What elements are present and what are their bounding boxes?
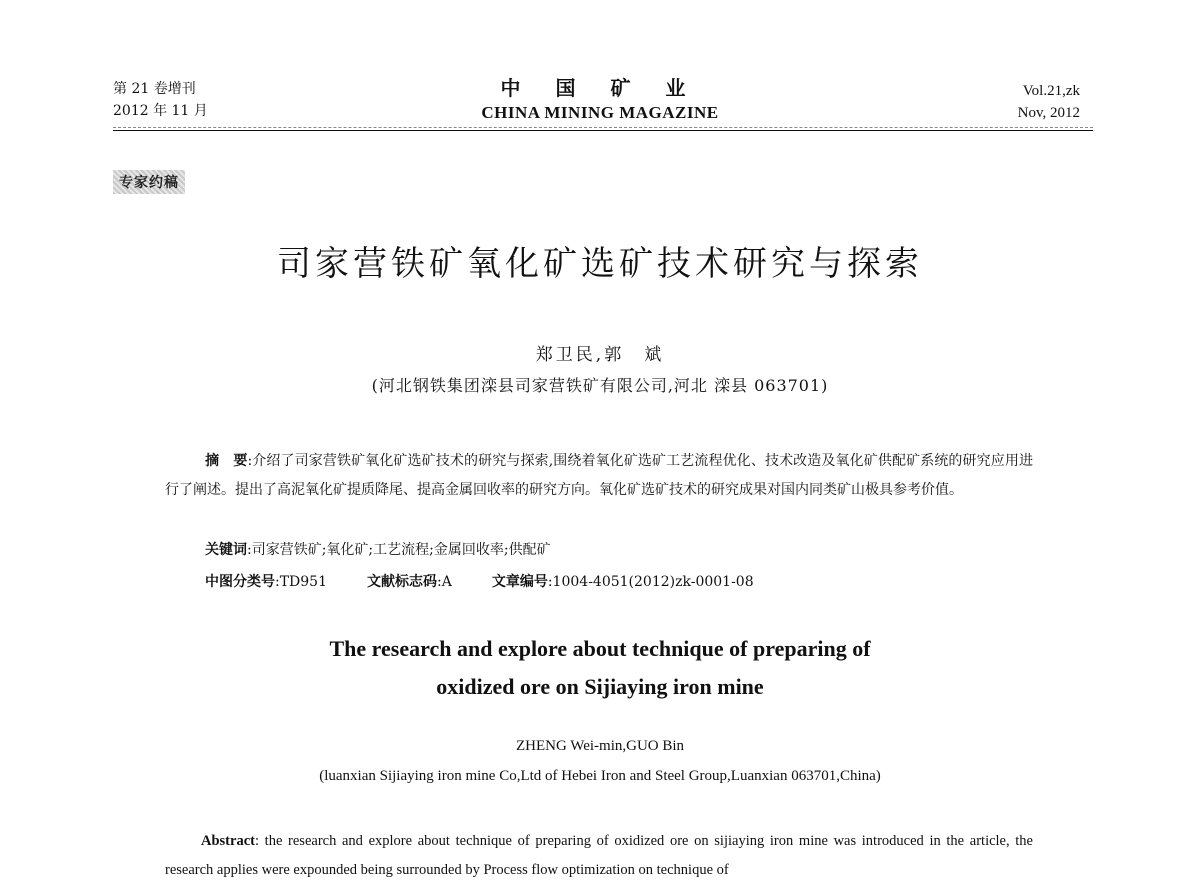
clc-value: :TD951: [275, 574, 328, 590]
header-divider: [113, 130, 1093, 131]
doc-code-value: :A: [437, 574, 452, 590]
article-number-value: :1004-4051(2012)zk-0001-08: [547, 574, 754, 590]
journal-masthead: [400, 74, 800, 124]
journal-name-cn: 中 国 矿 业: [500, 76, 700, 100]
volume-number: Vol.21,zk: [1022, 83, 1080, 99]
paper-title-en-line2: oxidized ore on Sijiaying iron mine: [436, 674, 764, 699]
keywords-text: :司家营铁矿;氧化矿;工艺流程;金属回收率;供配矿: [247, 542, 551, 558]
authors-en: ZHENG Wei-min,GUO Bin: [515, 738, 685, 754]
classification-line: [205, 572, 754, 592]
article-number-label: 文章编号: [491, 574, 548, 590]
issue-date: 2012 年 11 月: [113, 103, 208, 119]
abstract-en-label: Abstract: [201, 833, 255, 849]
affiliation-en: (luanxian Sijiaying iron mine Co,Ltd of Hebei Iron and Steel Group,Luanxian 063701,China): [319, 768, 881, 784]
column-tag: 专家约稿: [113, 170, 185, 194]
paper-title-en-line1: The research and explore about technique of preparing of: [329, 636, 871, 661]
abstract-en: [165, 827, 1033, 885]
header-divider-dashed: [113, 127, 1093, 128]
paper-title-en: [0, 630, 1200, 706]
keywords-label: 关键词: [205, 542, 247, 558]
abstract-cn-label: 摘 要: [205, 453, 248, 469]
affiliation-cn: (河北钢铁集团滦县司家营铁矿有限公司,河北 滦县 063701): [371, 376, 829, 395]
clc-label: 中图分类号: [205, 574, 275, 590]
volume-supplement: 第 21 卷增刊: [113, 81, 196, 97]
abstract-cn-text: :介绍了司家营铁矿氧化矿选矿技术的研究与探索,围绕着氧化矿选矿工艺流程优化、技术改造及氧化矿供配矿系统的研究应用进行了阐述。提出了高泥氧化矿提质降尾、提高金属回收率的研究方向。氧化矿选矿技术的研究成果对国内同类矿山极具参考价值。: [165, 453, 1034, 498]
abstract-cn: [165, 447, 1033, 505]
keywords: [205, 540, 551, 560]
volume-info: [1018, 80, 1080, 124]
doc-code-label: 文献标志码: [367, 574, 438, 590]
authors-cn: 郑卫民,郭 斌: [535, 345, 665, 365]
issue-info: [113, 78, 208, 122]
journal-name-en: CHINA MINING MAGAZINE: [481, 103, 719, 122]
volume-date: Nov, 2012: [1017, 105, 1080, 121]
paper-title-cn: 司家营铁矿氧化矿选矿技术研究与探索: [277, 244, 923, 284]
abstract-en-text: : the research and explore about technique of preparing of oxidized ore on sijiaying iron mine was introduced in the article, the research applies were expounded being surrounded by Process flow optimization on technique of: [165, 833, 1033, 878]
